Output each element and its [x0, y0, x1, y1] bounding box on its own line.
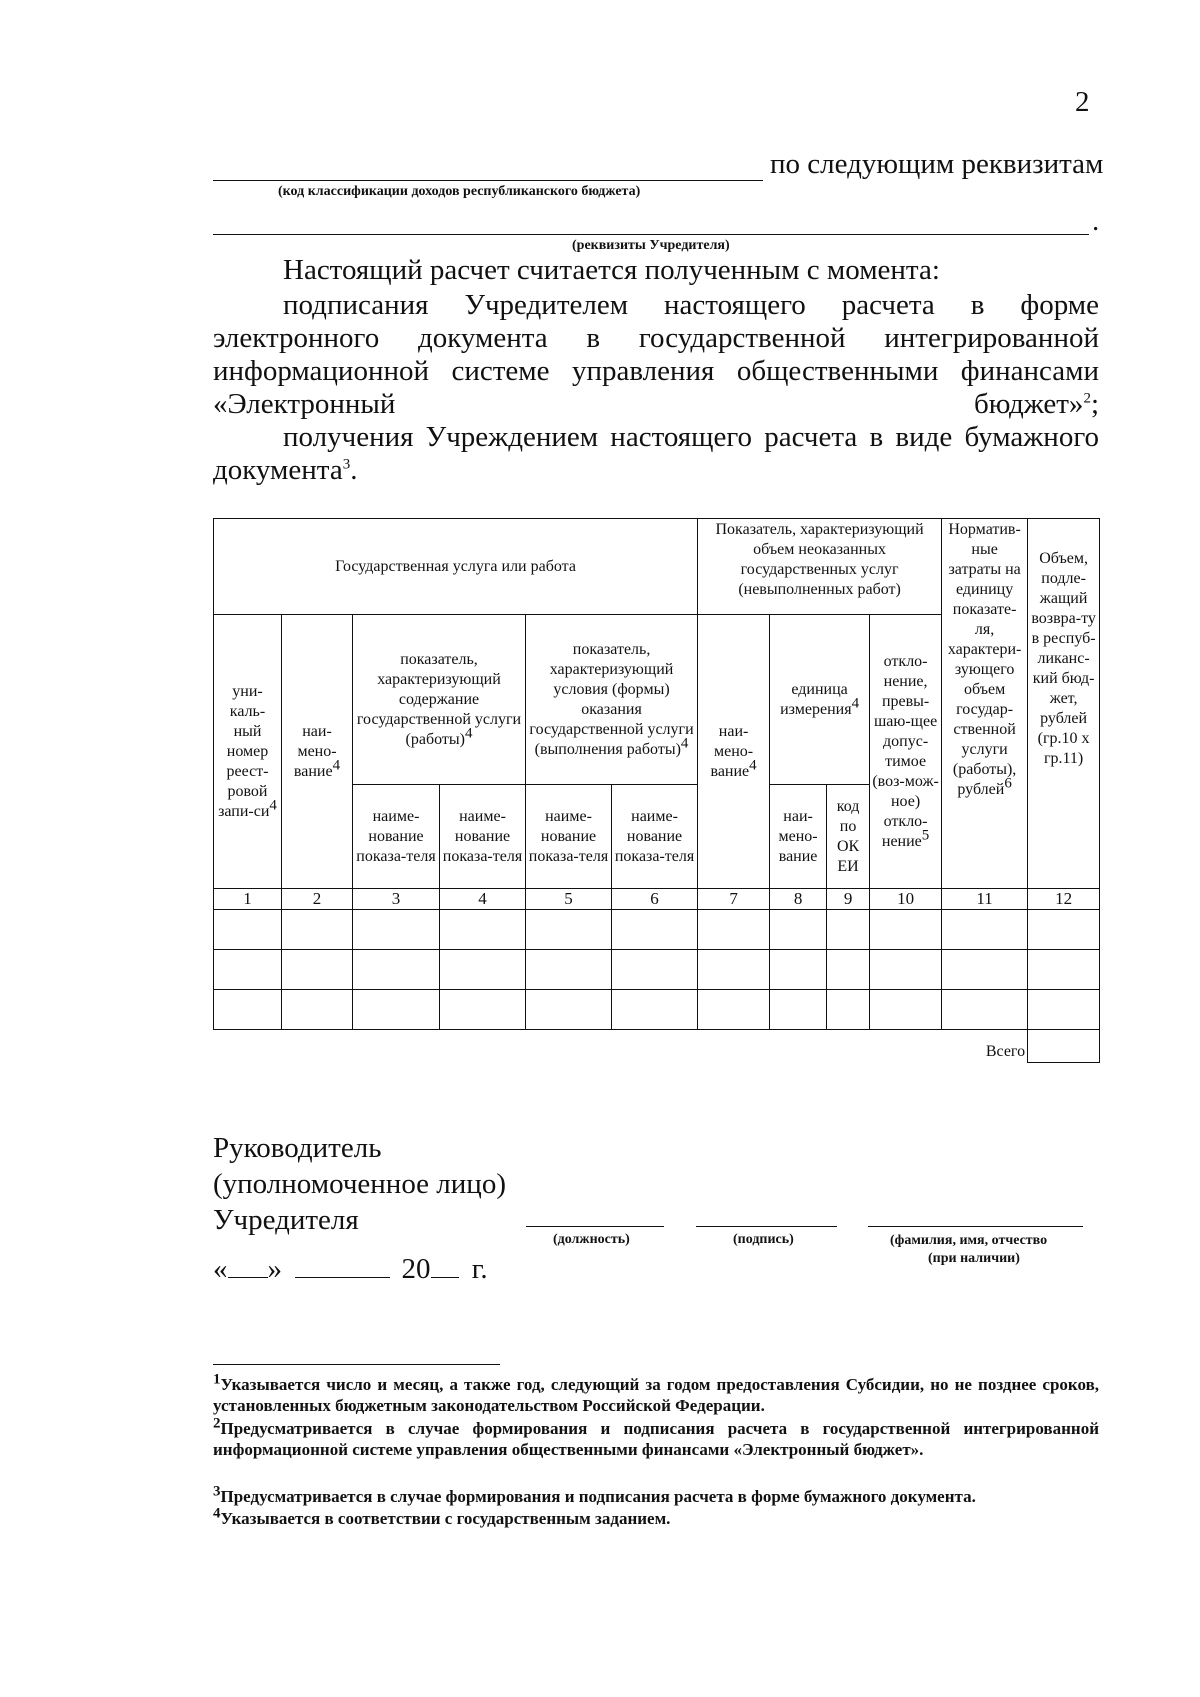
- total-label: Всего: [985, 1042, 1026, 1060]
- footnote-1: [213, 1371, 1099, 1416]
- header-name-text: наи-мено-вание: [293, 722, 337, 780]
- footnote-ref-5: 5: [921, 827, 930, 844]
- header-name: [282, 615, 353, 889]
- table-cell: [214, 990, 282, 1030]
- month-blank: [295, 1255, 390, 1278]
- header-norm-cost: [942, 519, 1028, 889]
- table-cell: [353, 910, 440, 950]
- header-conditions-indicator-name-2: наиме-нование показа-теля: [612, 785, 698, 889]
- col-num-9: 9: [827, 889, 870, 910]
- item-paper-end: .: [350, 454, 358, 486]
- table-cell: [214, 910, 282, 950]
- header-content-indicator: [353, 615, 526, 785]
- header-norm-cost-text: Норматив-ные затраты на единицу показате-ля, характери-зующего объем государ-ственной услуги (работы), рублей: [947, 521, 1022, 798]
- item-paper-text: получения Учреждением настоящего расчета в виде бумажного документа: [213, 421, 1099, 486]
- year-prefix: 20: [401, 1253, 431, 1285]
- table-cell: [1028, 910, 1100, 950]
- date-quote-close: »: [267, 1253, 282, 1285]
- item-electronic: [213, 289, 1099, 421]
- table-cell: [942, 990, 1028, 1030]
- col-num-6: 6: [612, 889, 698, 910]
- table-cell: [870, 950, 942, 990]
- table-cell: [770, 910, 827, 950]
- budget-code-caption: (код классификации доходов республиканского бюджета): [278, 184, 641, 199]
- footnote-ref-4b: 4: [332, 757, 341, 774]
- header-deviation: [870, 615, 942, 889]
- header-unique-number-text: уни-каль-ный номер реест-ровой запи-си: [218, 682, 270, 820]
- footnote-ref-4e: 4: [749, 757, 757, 774]
- col-num-12: 12: [1028, 889, 1100, 910]
- requisites-suffix: по следующим реквизитам: [770, 148, 1104, 180]
- footnote-2-text: Предусматривается в случае формирования и подписания расчета в государственной интегрированной информационной системе управления общественными финансами «Электронный бюджет».: [213, 1419, 1099, 1459]
- header-unit-text: единица измерения: [780, 680, 852, 718]
- intro-paragraph: Настоящий расчет считается полученным с момента:: [283, 254, 940, 286]
- table-cell: [353, 950, 440, 990]
- header-refund-volume: Объем, подле-жащий возвра-ту в респуб-ликанс-кий бюд-жет, рублей (гр.10 х гр.11): [1028, 519, 1100, 889]
- col-num-3: 3: [353, 889, 440, 910]
- header-conditions-indicator-text: показатель, характеризующий условия (формы) оказания государственной услуги (выполнения работы): [529, 640, 694, 758]
- footnote-separator: [213, 1364, 500, 1365]
- signatory-line-3: Учредителя: [213, 1204, 359, 1236]
- founder-requisites-line: [213, 234, 1089, 235]
- table-cell: [353, 990, 440, 1030]
- table-cell: [942, 910, 1028, 950]
- refund-calculation-table: [213, 518, 1100, 1063]
- footnote-2-mark: 2: [213, 1415, 221, 1432]
- header-indicator-name: [698, 615, 770, 889]
- table-cell: [942, 950, 1028, 990]
- signature-caption: (подпись): [733, 1232, 794, 1247]
- col-num-5: 5: [526, 889, 612, 910]
- col-num-2: 2: [282, 889, 353, 910]
- header-indicator-name-text: наи-мено-вание: [710, 722, 754, 780]
- table-cell: [440, 910, 526, 950]
- column-number-row: [214, 889, 1100, 910]
- full-name-caption: (фамилия, имя, отчество: [890, 1233, 1048, 1248]
- footnote-ref-6: 6: [1004, 775, 1012, 792]
- founder-requisites-caption: (реквизиты Учредителя): [572, 238, 730, 253]
- budget-code-line: [213, 180, 763, 181]
- table-cell: [526, 950, 612, 990]
- total-value-cell: [1028, 1030, 1100, 1063]
- footnote-3-text: Предусматривается в случае формирования и подписания расчета в форме бумажного документа.: [220, 1487, 976, 1506]
- header-conditions-indicator: [526, 615, 698, 785]
- table-cell: [698, 950, 770, 990]
- footnote-ref-4a: 4: [269, 797, 277, 814]
- table-cell: [526, 990, 612, 1030]
- col-num-10: 10: [870, 889, 942, 910]
- signature-line: [696, 1226, 837, 1227]
- signatory-line-1: Руководитель: [213, 1132, 382, 1164]
- footnote-1-mark: 1: [213, 1371, 221, 1388]
- table-cell: [1028, 950, 1100, 990]
- table-cell: [1028, 990, 1100, 1030]
- footnote-2: [213, 1415, 1099, 1460]
- header-content-indicator-text: показатель, характеризующий содержание государственной услуги (работы): [356, 650, 522, 748]
- col-num-8: 8: [770, 889, 827, 910]
- col-num-7: 7: [698, 889, 770, 910]
- table-cell: [870, 990, 942, 1030]
- table-cell: [526, 910, 612, 950]
- table-row: [214, 910, 1100, 950]
- table-cell: [827, 990, 870, 1030]
- table-cell: [612, 990, 698, 1030]
- date-line: [213, 1253, 488, 1286]
- item-electronic-text: подписания Учредителем настоящего расчета в форме электронного документа в государственной интегрированной информационной системе управления общественными финансами «Электронный бюджет»: [213, 289, 1099, 420]
- day-blank: [228, 1255, 268, 1278]
- table-cell: [870, 910, 942, 950]
- col-num-1: 1: [214, 889, 282, 910]
- year-suffix: г.: [471, 1253, 488, 1285]
- year-blank: [431, 1255, 459, 1278]
- table-cell: [282, 910, 353, 950]
- full-name-caption-2: (при наличии): [928, 1251, 1020, 1266]
- table-cell: [282, 950, 353, 990]
- date-quote-open: «: [213, 1253, 228, 1285]
- col-num-11: 11: [942, 889, 1028, 910]
- full-name-line: [868, 1226, 1083, 1227]
- table-row: [214, 950, 1100, 990]
- table-cell: [827, 910, 870, 950]
- header-conditions-indicator-name-1: наиме-нование показа-теля: [526, 785, 612, 889]
- table-cell: [827, 950, 870, 990]
- table-cell: [612, 910, 698, 950]
- col-num-4: 4: [440, 889, 526, 910]
- footnote-ref-3: 3: [342, 456, 351, 473]
- header-content-indicator-name-2: наиме-нование показа-теля: [440, 785, 526, 889]
- table-cell: [214, 950, 282, 990]
- table-cell: [612, 950, 698, 990]
- header-unique-number: [214, 615, 282, 889]
- page-number: 2: [1075, 86, 1090, 118]
- header-service: Государственная услуга или работа: [214, 519, 698, 615]
- position-caption: (должность): [553, 1232, 630, 1247]
- signatory-block: [213, 1130, 506, 1238]
- footnote-4-text: Указывается в соответствии с государственным заданием.: [220, 1509, 671, 1528]
- header-indicator: Показатель, характеризующий объем неоказанных государственных услуг (невыполненных работ): [698, 519, 942, 615]
- table-cell: [770, 990, 827, 1030]
- table-cell: [282, 990, 353, 1030]
- table-cell: [440, 990, 526, 1030]
- table-cell: [698, 990, 770, 1030]
- footnote-ref-4f: 4: [851, 695, 860, 712]
- header-unit: [770, 615, 870, 785]
- footnote-ref-4d: 4: [680, 735, 689, 752]
- footnote-4-mark: 4: [213, 1505, 221, 1522]
- header-unit-okei: код по ОК ЕИ: [827, 785, 870, 889]
- footnote-ref-2: 2: [1083, 390, 1091, 407]
- header-unit-name: наи-мено-вание: [770, 785, 827, 889]
- requisites-period: .: [1092, 205, 1100, 237]
- table-cell: [770, 950, 827, 990]
- table-cell: [440, 950, 526, 990]
- footnote-4: [213, 1505, 1099, 1529]
- table-cell: [698, 910, 770, 950]
- footnote-3-mark: 3: [213, 1483, 221, 1500]
- header-deviation-text: откло-нение, превы-шаю-щее допус-тимое (воз-мож-ное) откло-нение: [872, 652, 939, 850]
- footnote-1-text: Указывается число и месяц, а также год, следующий за годом предоставления Субсидии, но не позднее сроков, установленных бюджетным законодательством Российской Федерации.: [213, 1375, 1099, 1415]
- table-row: [214, 990, 1100, 1030]
- item-electronic-end: ;: [1090, 388, 1099, 420]
- footnote-ref-4c: 4: [464, 725, 473, 742]
- item-paper: [213, 421, 1099, 487]
- header-content-indicator-name-1: наиме-нование показа-теля: [353, 785, 440, 889]
- footnote-3: [213, 1483, 1099, 1507]
- total-row: [214, 1030, 1100, 1063]
- position-line: [526, 1226, 664, 1227]
- signatory-line-2: (уполномоченное лицо): [213, 1168, 506, 1200]
